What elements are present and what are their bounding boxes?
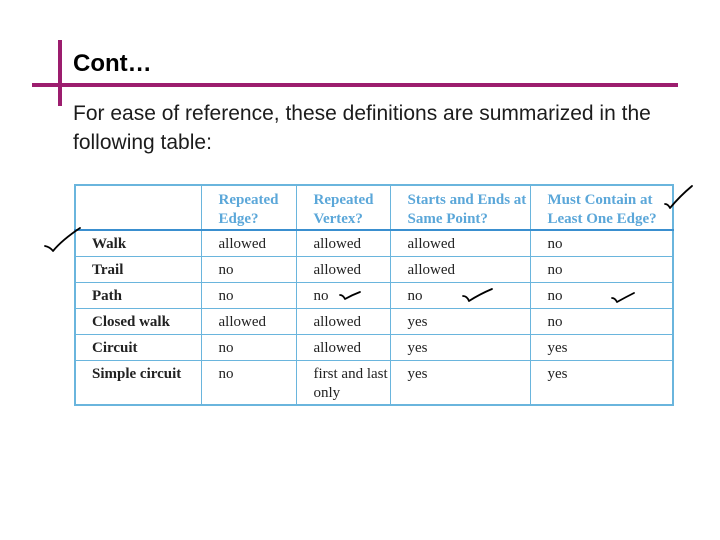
table-cell: allowed — [296, 256, 390, 282]
table-cell: allowed — [390, 256, 530, 282]
table-row — [75, 230, 673, 256]
row-label: Trail — [75, 256, 201, 282]
table-cell: no — [530, 308, 673, 334]
table-row — [75, 256, 673, 282]
table-cell: allowed — [390, 230, 530, 256]
table-cell: no — [201, 256, 296, 282]
table-cell: yes — [530, 360, 673, 405]
table-header-starts-ends-same: Starts and Ends at Same Point? — [390, 185, 530, 230]
title-accent-horizontal-line — [32, 83, 678, 87]
table-row — [75, 308, 673, 334]
row-label: Circuit — [75, 334, 201, 360]
table-cell: no — [296, 282, 390, 308]
slide-intro-text: For ease of reference, these definitions are summarized in the following table: — [73, 102, 651, 154]
table-row — [75, 334, 673, 360]
table-header-repeated-vertex: Repeated Vertex? — [296, 185, 390, 230]
table-header-must-contain-edge: Must Contain at Least One Edge? — [530, 185, 673, 230]
table-cell: allowed — [201, 308, 296, 334]
table-cell: allowed — [296, 308, 390, 334]
table-header-blank — [75, 185, 201, 230]
row-label: Walk — [75, 230, 201, 256]
table-cell: yes — [390, 360, 530, 405]
table-cell: no — [201, 360, 296, 405]
table-cell: allowed — [296, 230, 390, 256]
table-cell: no — [530, 230, 673, 256]
table-row — [75, 282, 673, 308]
table-cell: yes — [390, 308, 530, 334]
table-cell: no — [530, 282, 673, 308]
table-cell: allowed — [296, 334, 390, 360]
table-cell: no — [201, 282, 296, 308]
row-label: Closed walk — [75, 308, 201, 334]
title-accent-vertical-line — [58, 40, 62, 106]
table-cell: no — [390, 282, 530, 308]
table-cell: allowed — [201, 230, 296, 256]
table-cell: no — [530, 256, 673, 282]
table-cell: no — [201, 334, 296, 360]
table-cell: first and last only — [296, 360, 390, 405]
table-header-row — [75, 185, 673, 230]
table-cell: yes — [530, 334, 673, 360]
table-cell: yes — [390, 334, 530, 360]
row-label: Simple circuit — [75, 360, 201, 405]
row-label: Path — [75, 282, 201, 308]
slide-title: Cont… — [73, 50, 152, 77]
table-row — [75, 360, 673, 405]
definitions-table — [74, 184, 674, 406]
table-header-repeated-edge: Repeated Edge? — [201, 185, 296, 230]
